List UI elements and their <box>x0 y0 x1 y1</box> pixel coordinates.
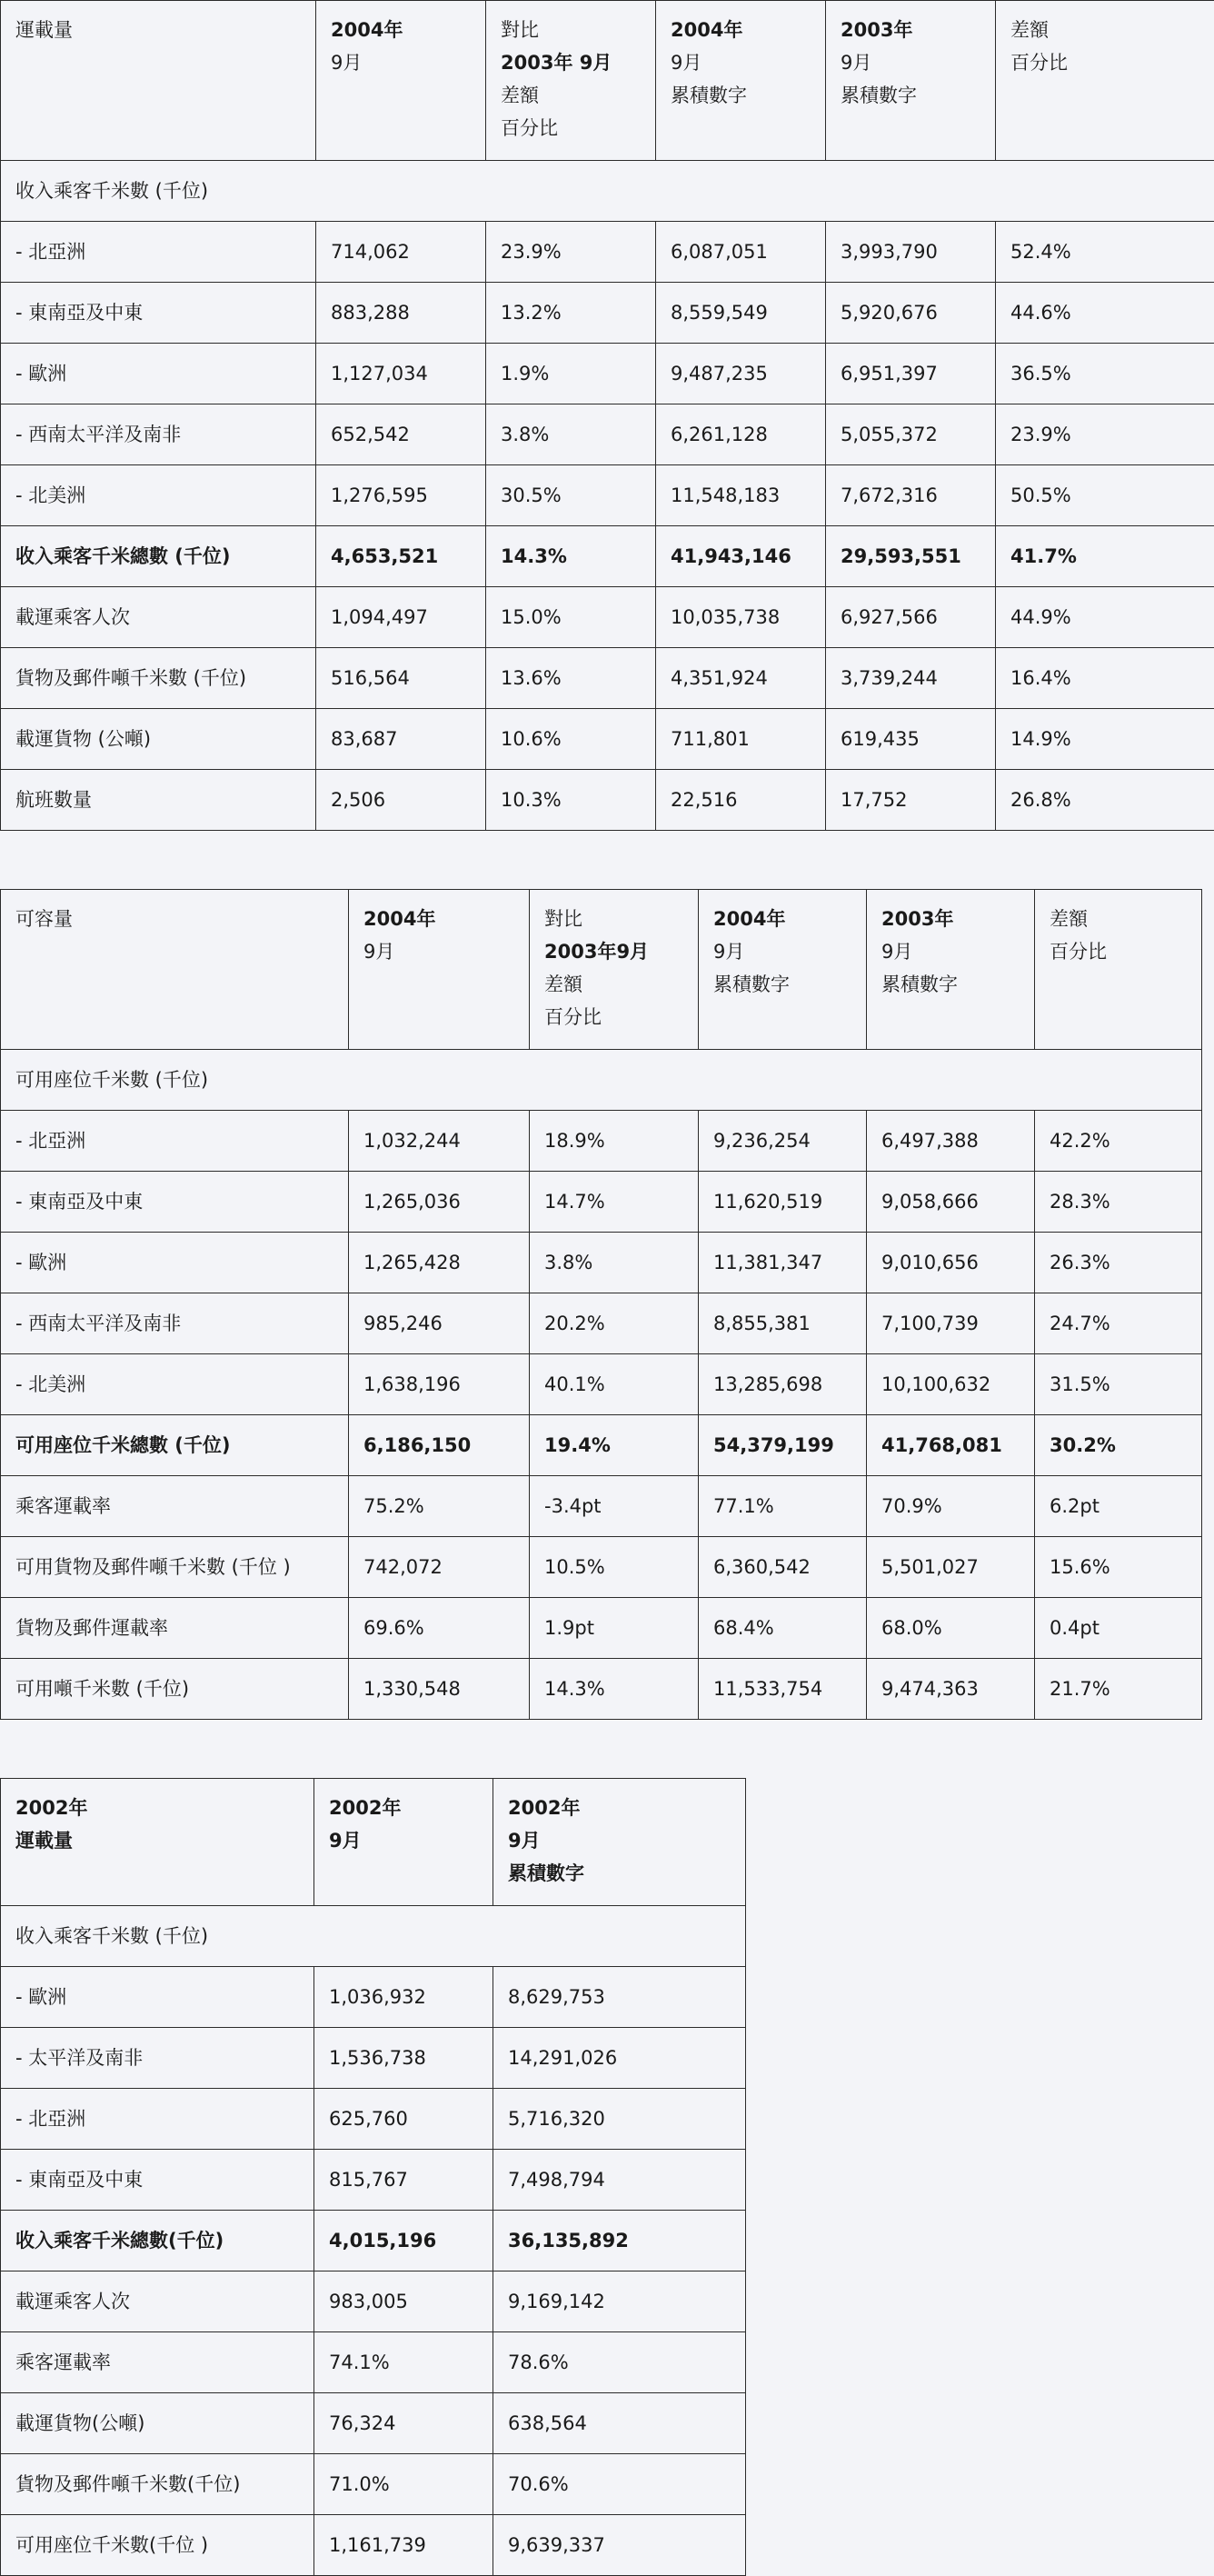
table-row <box>1 2454 746 2515</box>
table-cell: 44.6% <box>996 283 1214 344</box>
table-cell: 10,100,632 <box>867 1354 1035 1415</box>
table-cell: 1,032,244 <box>349 1111 530 1172</box>
table-cell: 68.4% <box>699 1598 867 1659</box>
table-total-row <box>1 526 1214 587</box>
table-cell: 24.7% <box>1035 1293 1202 1354</box>
table-row <box>1 1967 746 2028</box>
table-cell: 18.9% <box>530 1111 699 1172</box>
table-cell: 3,739,244 <box>826 648 996 709</box>
table-row <box>1 2150 746 2211</box>
table-row <box>1 404 1214 465</box>
table-cell: 11,548,183 <box>656 465 826 526</box>
table-cell: 14.3% <box>486 526 656 587</box>
table-cell: 15.6% <box>1035 1537 1202 1598</box>
table-cell: 711,801 <box>656 709 826 770</box>
table-cell: 7,498,794 <box>493 2150 746 2211</box>
table-cell: 54,379,199 <box>699 1415 867 1476</box>
table-cell: 10,035,738 <box>656 587 826 648</box>
row-label: 乘客運載率 <box>1 2332 314 2393</box>
table-cell: 4,351,924 <box>656 648 826 709</box>
row-label: 載運乘客人次 <box>1 2271 314 2332</box>
header-col-5: 差額 百分比 <box>1035 890 1202 1050</box>
table-cell: 83,687 <box>316 709 486 770</box>
row-label: 收入乘客千米總數 (千位) <box>1 526 316 587</box>
section-label: 可用座位千米數 (千位) <box>1 1050 1202 1111</box>
table-row <box>1 2028 746 2089</box>
table-cell: 76,324 <box>314 2393 493 2454</box>
table-header-row <box>1 1 1214 161</box>
table-cell: 3,993,790 <box>826 222 996 283</box>
header-col-4: 2003年 9月 累積數字 <box>867 890 1035 1050</box>
table-cell: 3.8% <box>486 404 656 465</box>
table-cell: 14.9% <box>996 709 1214 770</box>
table-row <box>1 1537 1202 1598</box>
row-label: 可用座位千米數(千位 ) <box>1 2515 314 2576</box>
table-row <box>1 2393 746 2454</box>
row-label: - 歐洲 <box>1 1233 349 1293</box>
row-label: - 北亞洲 <box>1 2089 314 2150</box>
table-cell: 1,536,738 <box>314 2028 493 2089</box>
table-cell: 1,265,036 <box>349 1172 530 1233</box>
table-cell: 14.7% <box>530 1172 699 1233</box>
table-cell: 9,474,363 <box>867 1659 1035 1720</box>
table-cell: 26.3% <box>1035 1233 1202 1293</box>
table-row <box>1 465 1214 526</box>
row-label: - 北美洲 <box>1 1354 349 1415</box>
table-cell: 28.3% <box>1035 1172 1202 1233</box>
table-cell: 20.2% <box>530 1293 699 1354</box>
table-cell: 6,087,051 <box>656 222 826 283</box>
table-row <box>1 2089 746 2150</box>
table-row <box>1 1111 1202 1172</box>
header-label: 可容量 <box>1 890 349 1050</box>
table-cell: 11,381,347 <box>699 1233 867 1293</box>
table-cell: 10.6% <box>486 709 656 770</box>
table-cell: 31.5% <box>1035 1354 1202 1415</box>
table-cell: 22,516 <box>656 770 826 831</box>
table-cell: 1,036,932 <box>314 1967 493 2028</box>
table-cell: 6,951,397 <box>826 344 996 404</box>
traffic-2002-table <box>0 1778 746 2576</box>
table-cell: 1.9% <box>486 344 656 404</box>
row-label: 貨物及郵件運載率 <box>1 1598 349 1659</box>
header-col-2: 對比 2003年 9月 差額 百分比 <box>486 1 656 161</box>
row-label: - 東南亞及中東 <box>1 1172 349 1233</box>
table-cell: 619,435 <box>826 709 996 770</box>
table-cell: 6,186,150 <box>349 1415 530 1476</box>
table-cell: 1,330,548 <box>349 1659 530 1720</box>
table-cell: 983,005 <box>314 2271 493 2332</box>
table-row <box>1 1354 1202 1415</box>
table-cell: 883,288 <box>316 283 486 344</box>
table-header-row <box>1 1779 746 1906</box>
table-row <box>1 648 1214 709</box>
row-label: - 北亞洲 <box>1 222 316 283</box>
table-cell: 985,246 <box>349 1293 530 1354</box>
table-cell: 6,261,128 <box>656 404 826 465</box>
table-cell: 41,768,081 <box>867 1415 1035 1476</box>
table-cell: 70.6% <box>493 2454 746 2515</box>
table-row <box>1 1476 1202 1537</box>
table-cell: 74.1% <box>314 2332 493 2393</box>
table-cell: 1,638,196 <box>349 1354 530 1415</box>
table-cell: 9,010,656 <box>867 1233 1035 1293</box>
table-cell: 44.9% <box>996 587 1214 648</box>
table-cell: 15.0% <box>486 587 656 648</box>
row-label: 收入乘客千米總數(千位) <box>1 2211 314 2271</box>
table-cell: 41.7% <box>996 526 1214 587</box>
table-cell: 13,285,698 <box>699 1354 867 1415</box>
table-cell: 1,127,034 <box>316 344 486 404</box>
table-cell: 516,564 <box>316 648 486 709</box>
header-col-5: 差額 百分比 <box>996 1 1214 161</box>
header-col-2: 2002年 9月 累積數字 <box>493 1779 746 1906</box>
row-label: 載運貨物(公噸) <box>1 2393 314 2454</box>
table-cell: 26.8% <box>996 770 1214 831</box>
table-cell: -3.4pt <box>530 1476 699 1537</box>
table-cell: 0.4pt <box>1035 1598 1202 1659</box>
section-label: 收入乘客千米數 (千位) <box>1 1906 746 1967</box>
table-row <box>1 770 1214 831</box>
table-cell: 78.6% <box>493 2332 746 2393</box>
table-cell: 42.2% <box>1035 1111 1202 1172</box>
table-cell: 70.9% <box>867 1476 1035 1537</box>
capacity-2004-table <box>0 889 1202 1720</box>
table-cell: 1,161,739 <box>314 2515 493 2576</box>
table-cell: 14,291,026 <box>493 2028 746 2089</box>
table-cell: 29,593,551 <box>826 526 996 587</box>
section-row <box>1 1050 1202 1111</box>
row-label: - 北美洲 <box>1 465 316 526</box>
table-cell: 8,629,753 <box>493 1967 746 2028</box>
header-col-2: 對比 2003年9月 差額 百分比 <box>530 890 699 1050</box>
header-col-1: 2002年 9月 <box>314 1779 493 1906</box>
table-cell: 5,501,027 <box>867 1537 1035 1598</box>
table-cell: 11,620,519 <box>699 1172 867 1233</box>
table-cell: 40.1% <box>530 1354 699 1415</box>
table-cell: 10.5% <box>530 1537 699 1598</box>
section-label: 收入乘客千米數 (千位) <box>1 161 1214 222</box>
header-col-3: 2004年 9月 累積數字 <box>699 890 867 1050</box>
row-label: - 歐洲 <box>1 1967 314 2028</box>
table-header-row <box>1 890 1202 1050</box>
table-cell: 1,265,428 <box>349 1233 530 1293</box>
table-cell: 17,752 <box>826 770 996 831</box>
table-cell: 714,062 <box>316 222 486 283</box>
table-cell: 68.0% <box>867 1598 1035 1659</box>
table-cell: 11,533,754 <box>699 1659 867 1720</box>
traffic-2004-table <box>0 0 1214 831</box>
table-cell: 7,100,739 <box>867 1293 1035 1354</box>
table-cell: 5,920,676 <box>826 283 996 344</box>
table-cell: 4,015,196 <box>314 2211 493 2271</box>
table-cell: 1,276,595 <box>316 465 486 526</box>
table-cell: 5,716,320 <box>493 2089 746 2150</box>
row-label: - 西南太平洋及南非 <box>1 404 316 465</box>
row-label: 航班數量 <box>1 770 316 831</box>
table-row <box>1 222 1214 283</box>
table-cell: 815,767 <box>314 2150 493 2211</box>
row-label: 載運貨物 (公噸) <box>1 709 316 770</box>
table-cell: 5,055,372 <box>826 404 996 465</box>
table-cell: 3.8% <box>530 1233 699 1293</box>
table-cell: 1.9pt <box>530 1598 699 1659</box>
header-col-3: 2004年 9月 累積數字 <box>656 1 826 161</box>
table-cell: 742,072 <box>349 1537 530 1598</box>
row-label: 載運乘客人次 <box>1 587 316 648</box>
header-col-4: 2003年 9月 累積數字 <box>826 1 996 161</box>
table-cell: 13.6% <box>486 648 656 709</box>
table-cell: 6,927,566 <box>826 587 996 648</box>
table-cell: 7,672,316 <box>826 465 996 526</box>
row-label: - 北亞洲 <box>1 1111 349 1172</box>
table-cell: 23.9% <box>996 404 1214 465</box>
table-cell: 36,135,892 <box>493 2211 746 2271</box>
table-cell: 77.1% <box>699 1476 867 1537</box>
table-cell: 69.6% <box>349 1598 530 1659</box>
row-label: - 太平洋及南非 <box>1 2028 314 2089</box>
table-cell: 4,653,521 <box>316 526 486 587</box>
table-total-row <box>1 1415 1202 1476</box>
row-label: - 東南亞及中東 <box>1 283 316 344</box>
row-label: 可用貨物及郵件噸千米數 (千位 ) <box>1 1537 349 1598</box>
table-cell: 6,360,542 <box>699 1537 867 1598</box>
section-row <box>1 161 1214 222</box>
table-cell: 1,094,497 <box>316 587 486 648</box>
header-label: 運載量 <box>1 1 316 161</box>
table-cell: 9,169,142 <box>493 2271 746 2332</box>
table-row <box>1 587 1214 648</box>
table-cell: 30.5% <box>486 465 656 526</box>
row-label: - 歐洲 <box>1 344 316 404</box>
table-cell: 8,559,549 <box>656 283 826 344</box>
table-cell: 23.9% <box>486 222 656 283</box>
table-cell: 9,639,337 <box>493 2515 746 2576</box>
table-row <box>1 283 1214 344</box>
table-cell: 71.0% <box>314 2454 493 2515</box>
table-cell: 625,760 <box>314 2089 493 2150</box>
table-cell: 41,943,146 <box>656 526 826 587</box>
row-label: 貨物及郵件噸千米數 (千位) <box>1 648 316 709</box>
table-cell: 6,497,388 <box>867 1111 1035 1172</box>
table-cell: 9,058,666 <box>867 1172 1035 1233</box>
table-cell: 16.4% <box>996 648 1214 709</box>
table-cell: 50.5% <box>996 465 1214 526</box>
table-row <box>1 2515 746 2576</box>
table-row <box>1 709 1214 770</box>
table-cell: 9,487,235 <box>656 344 826 404</box>
table-cell: 14.3% <box>530 1659 699 1720</box>
header-col-1: 2004年 9月 <box>349 890 530 1050</box>
table-row <box>1 2332 746 2393</box>
table-cell: 2,506 <box>316 770 486 831</box>
table-cell: 19.4% <box>530 1415 699 1476</box>
section-row <box>1 1906 746 1967</box>
row-label: - 西南太平洋及南非 <box>1 1293 349 1354</box>
table-row <box>1 1598 1202 1659</box>
table-cell: 9,236,254 <box>699 1111 867 1172</box>
table-cell: 8,855,381 <box>699 1293 867 1354</box>
row-label: 可用噸千米數 (千位) <box>1 1659 349 1720</box>
table-cell: 6.2pt <box>1035 1476 1202 1537</box>
table-row <box>1 1172 1202 1233</box>
table-row <box>1 2271 746 2332</box>
table-cell: 652,542 <box>316 404 486 465</box>
table-cell: 75.2% <box>349 1476 530 1537</box>
row-label: 乘客運載率 <box>1 1476 349 1537</box>
header-label: 2002年 運載量 <box>1 1779 314 1906</box>
table-cell: 638,564 <box>493 2393 746 2454</box>
table-cell: 13.2% <box>486 283 656 344</box>
row-label: 貨物及郵件噸千米數(千位) <box>1 2454 314 2515</box>
table-cell: 21.7% <box>1035 1659 1202 1720</box>
table-row <box>1 344 1214 404</box>
table-row <box>1 1293 1202 1354</box>
table-cell: 10.3% <box>486 770 656 831</box>
table-row <box>1 1659 1202 1720</box>
table-cell: 30.2% <box>1035 1415 1202 1476</box>
row-label: - 東南亞及中東 <box>1 2150 314 2211</box>
table-cell: 36.5% <box>996 344 1214 404</box>
table-total-row <box>1 2211 746 2271</box>
table-cell: 52.4% <box>996 222 1214 283</box>
table-row <box>1 1233 1202 1293</box>
row-label: 可用座位千米總數 (千位) <box>1 1415 349 1476</box>
header-col-1: 2004年 9月 <box>316 1 486 161</box>
